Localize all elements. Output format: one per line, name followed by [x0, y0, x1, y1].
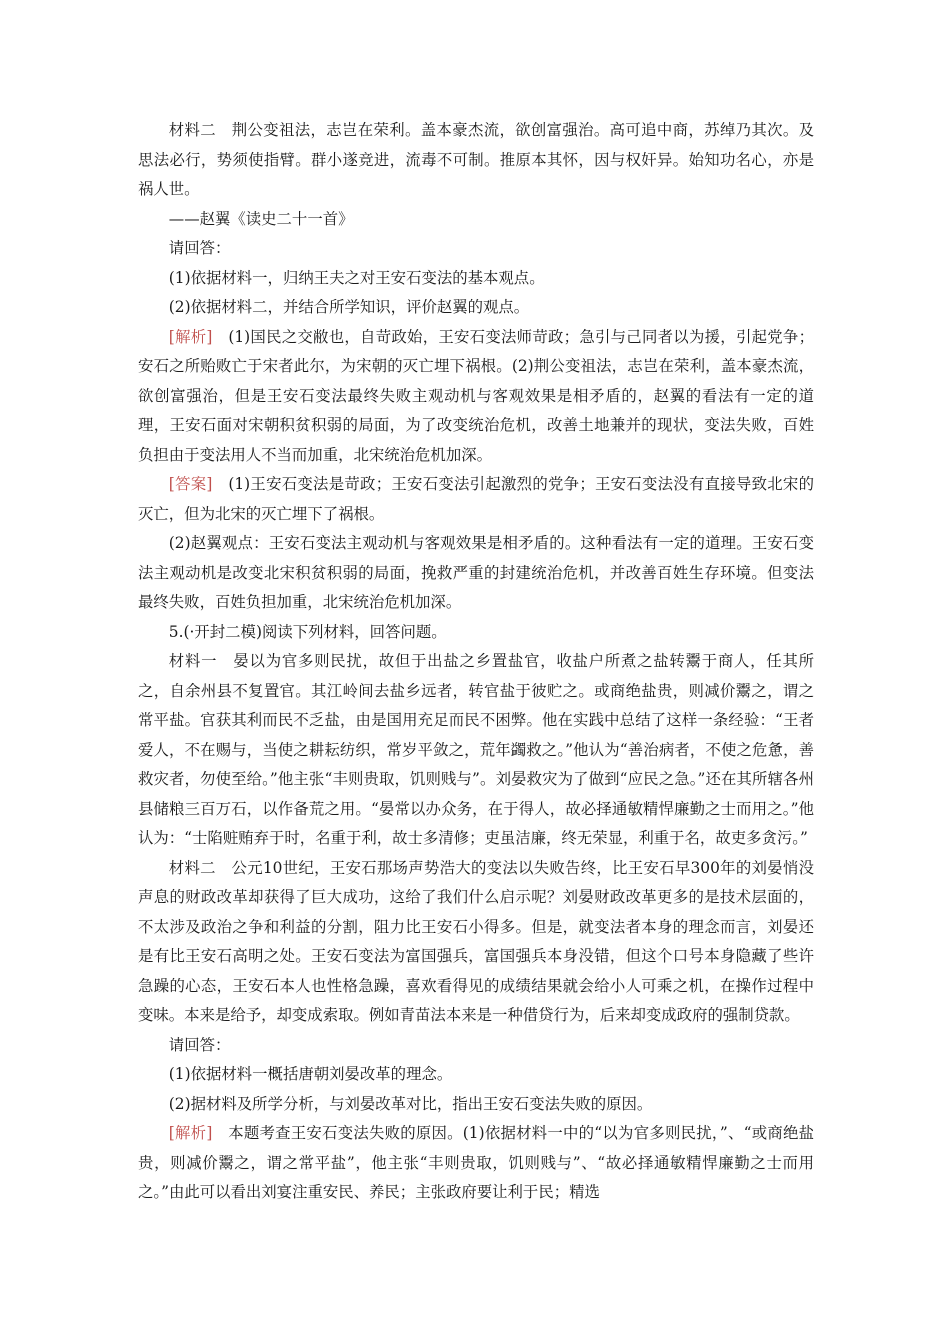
analysis-paragraph [138, 323, 814, 471]
analysis-tag-2: [解析] [168, 1124, 213, 1142]
question-prompt-2: 请回答： [168, 1035, 231, 1054]
question-prompt: 请回答： [168, 239, 231, 257]
question-5-2: (2)据材料及所学分析，与刘晏改革对比，指出王安石变法失败的原因。 [168, 1094, 653, 1113]
material-two-paragraph: 材料二 荆公变祖法，志岂在荣利。盖本豪杰流，欲创富强治。高可追中商，苏绰乃其次。及思法必行，势须使指臂。群小遂竞进，流毒不可制。推原本其怀，因与权奸异。始知功名心，亦是祸人世。 [138, 121, 814, 198]
material-one-paragraph: 材料一 晏以为官多则民扰，故但于出盐之乡置盐官，收盐户所煮之盐转鬻于商人，任其所之，自余州县不复置官。其江岭间去盐乡远者，转官盐于彼贮之。或商绝盐贵，则减价鬻之，谓之常平盐。官获其利而民不乏盐，由是国用充足而民不困弊。他在实践中总结了这样一条经验：“王者爱人，不在赐与，当使之耕耘纺织，常岁平敛之，荒年蠲救之。”他认为“善治病者，不使之危惫，善救灾者，勿使至给。”他主张“丰则贵取，饥则贱与”。刘晏救灾为了做到“应民之急。”还在其所辖各州县储粮三百万石，以作备荒之用。“晏常以办众务，在于得人，故必择通敏精悍廉勤之士而用之。”他认为：“士陷赃贿弃于时，名重于利，故士多清修；吏虽洁廉，终无荣显，利重于名，故吏多贪污。” [138, 652, 814, 847]
analysis-text-2: 本题考查王安石变法失败的原因。(1)依据材料一中的“以为官多则民扰，”、“或商绝盐贵，则减价鬻之，谓之常平盐”，他主张“丰则贵取，饥则贱与”、“故必择通敏精悍廉勤之士而用之。”由此可以看出刘宴注重安民、养民；主张政府要让利于民；精选 [138, 1124, 814, 1201]
material-two-source: ——赵翼《读史二十一首》 [168, 209, 354, 228]
question-5-intro: 5.(·开封二模)阅读下列材料，回答问题。 [168, 622, 447, 641]
analysis-tag: [解析] [168, 327, 213, 346]
analysis-paragraph-2 [138, 1119, 814, 1208]
answer-text-1: (1)王安石变法是苛政；王安石变法引起激烈的党争；王安石变法没有直接导致北宋的灭亡，但为北宋的灭亡埋下了祸根。 [138, 475, 814, 523]
analysis-text: (1)国民之交敝也，自苛政始，王安石变法师苛政；急引与己同者以为援，引起党争；安石之所贻败亡于宋者此尔，为宋朝的灭亡埋下祸根。(2)荆公变祖法，志岂在荣利，盖本豪杰流，欲创富强治，但是王安石变法最终失败主观动机与客观效果是相矛盾的，赵翼的看法有一定的道理，王安石面对宋朝积贫积弱的局面，为了改变统治危机，改善土地兼并的现状，变法失败，百姓负担由于变法用人不当而加重，北宋统治危机加深。 [138, 327, 814, 464]
question-1: (1)依据材料一，归纳王夫之对王安石变法的基本观点。 [168, 268, 545, 287]
question-5-1: (1)依据材料一概括唐朝刘晏改革的理念。 [168, 1065, 453, 1083]
answer-paragraph [138, 470, 814, 529]
material-two-b-paragraph: 材料二 公元10世纪，王安石那场声势浩大的变法以失败告终，比王安石早300年的刘晏悄没声息的财政改革却获得了巨大成功，这给了我们什么启示呢？刘晏财政改革更多的是技术层面的，不太涉及政治之争和利益的分割，阻力比王安石小得多。但是，就变法者本身的理念而言，刘晏还是有比王安石高明之处。王安石变法为富国强兵，富国强兵本身没错，但这个口号本身隐藏了些许急躁的心态，王安石本人也性格急躁，喜欢看得见的成绩结果就会给小人可乘之机，在操作过程中变味。本来是给予，却变成索取。例如青苗法本来是一种借贷行为，后来却变成政府的强制贷款。 [138, 858, 814, 1024]
answer-tag: [答案] [168, 475, 213, 493]
document-page [138, 116, 814, 1208]
question-2: (2)依据材料二，并结合所学知识，评价赵翼的观点。 [168, 298, 530, 316]
answer-text-2: (2)赵翼观点：王安石变法主观动机与客观效果是相矛盾的。这种看法有一定的道理。王安石变法主观动机是改变北宋积贫积弱的局面，挽救严重的封建统治危机，并改善百姓生存环境。但变法最终失败，百姓负担加重，北宋统治危机加深。 [138, 534, 814, 611]
